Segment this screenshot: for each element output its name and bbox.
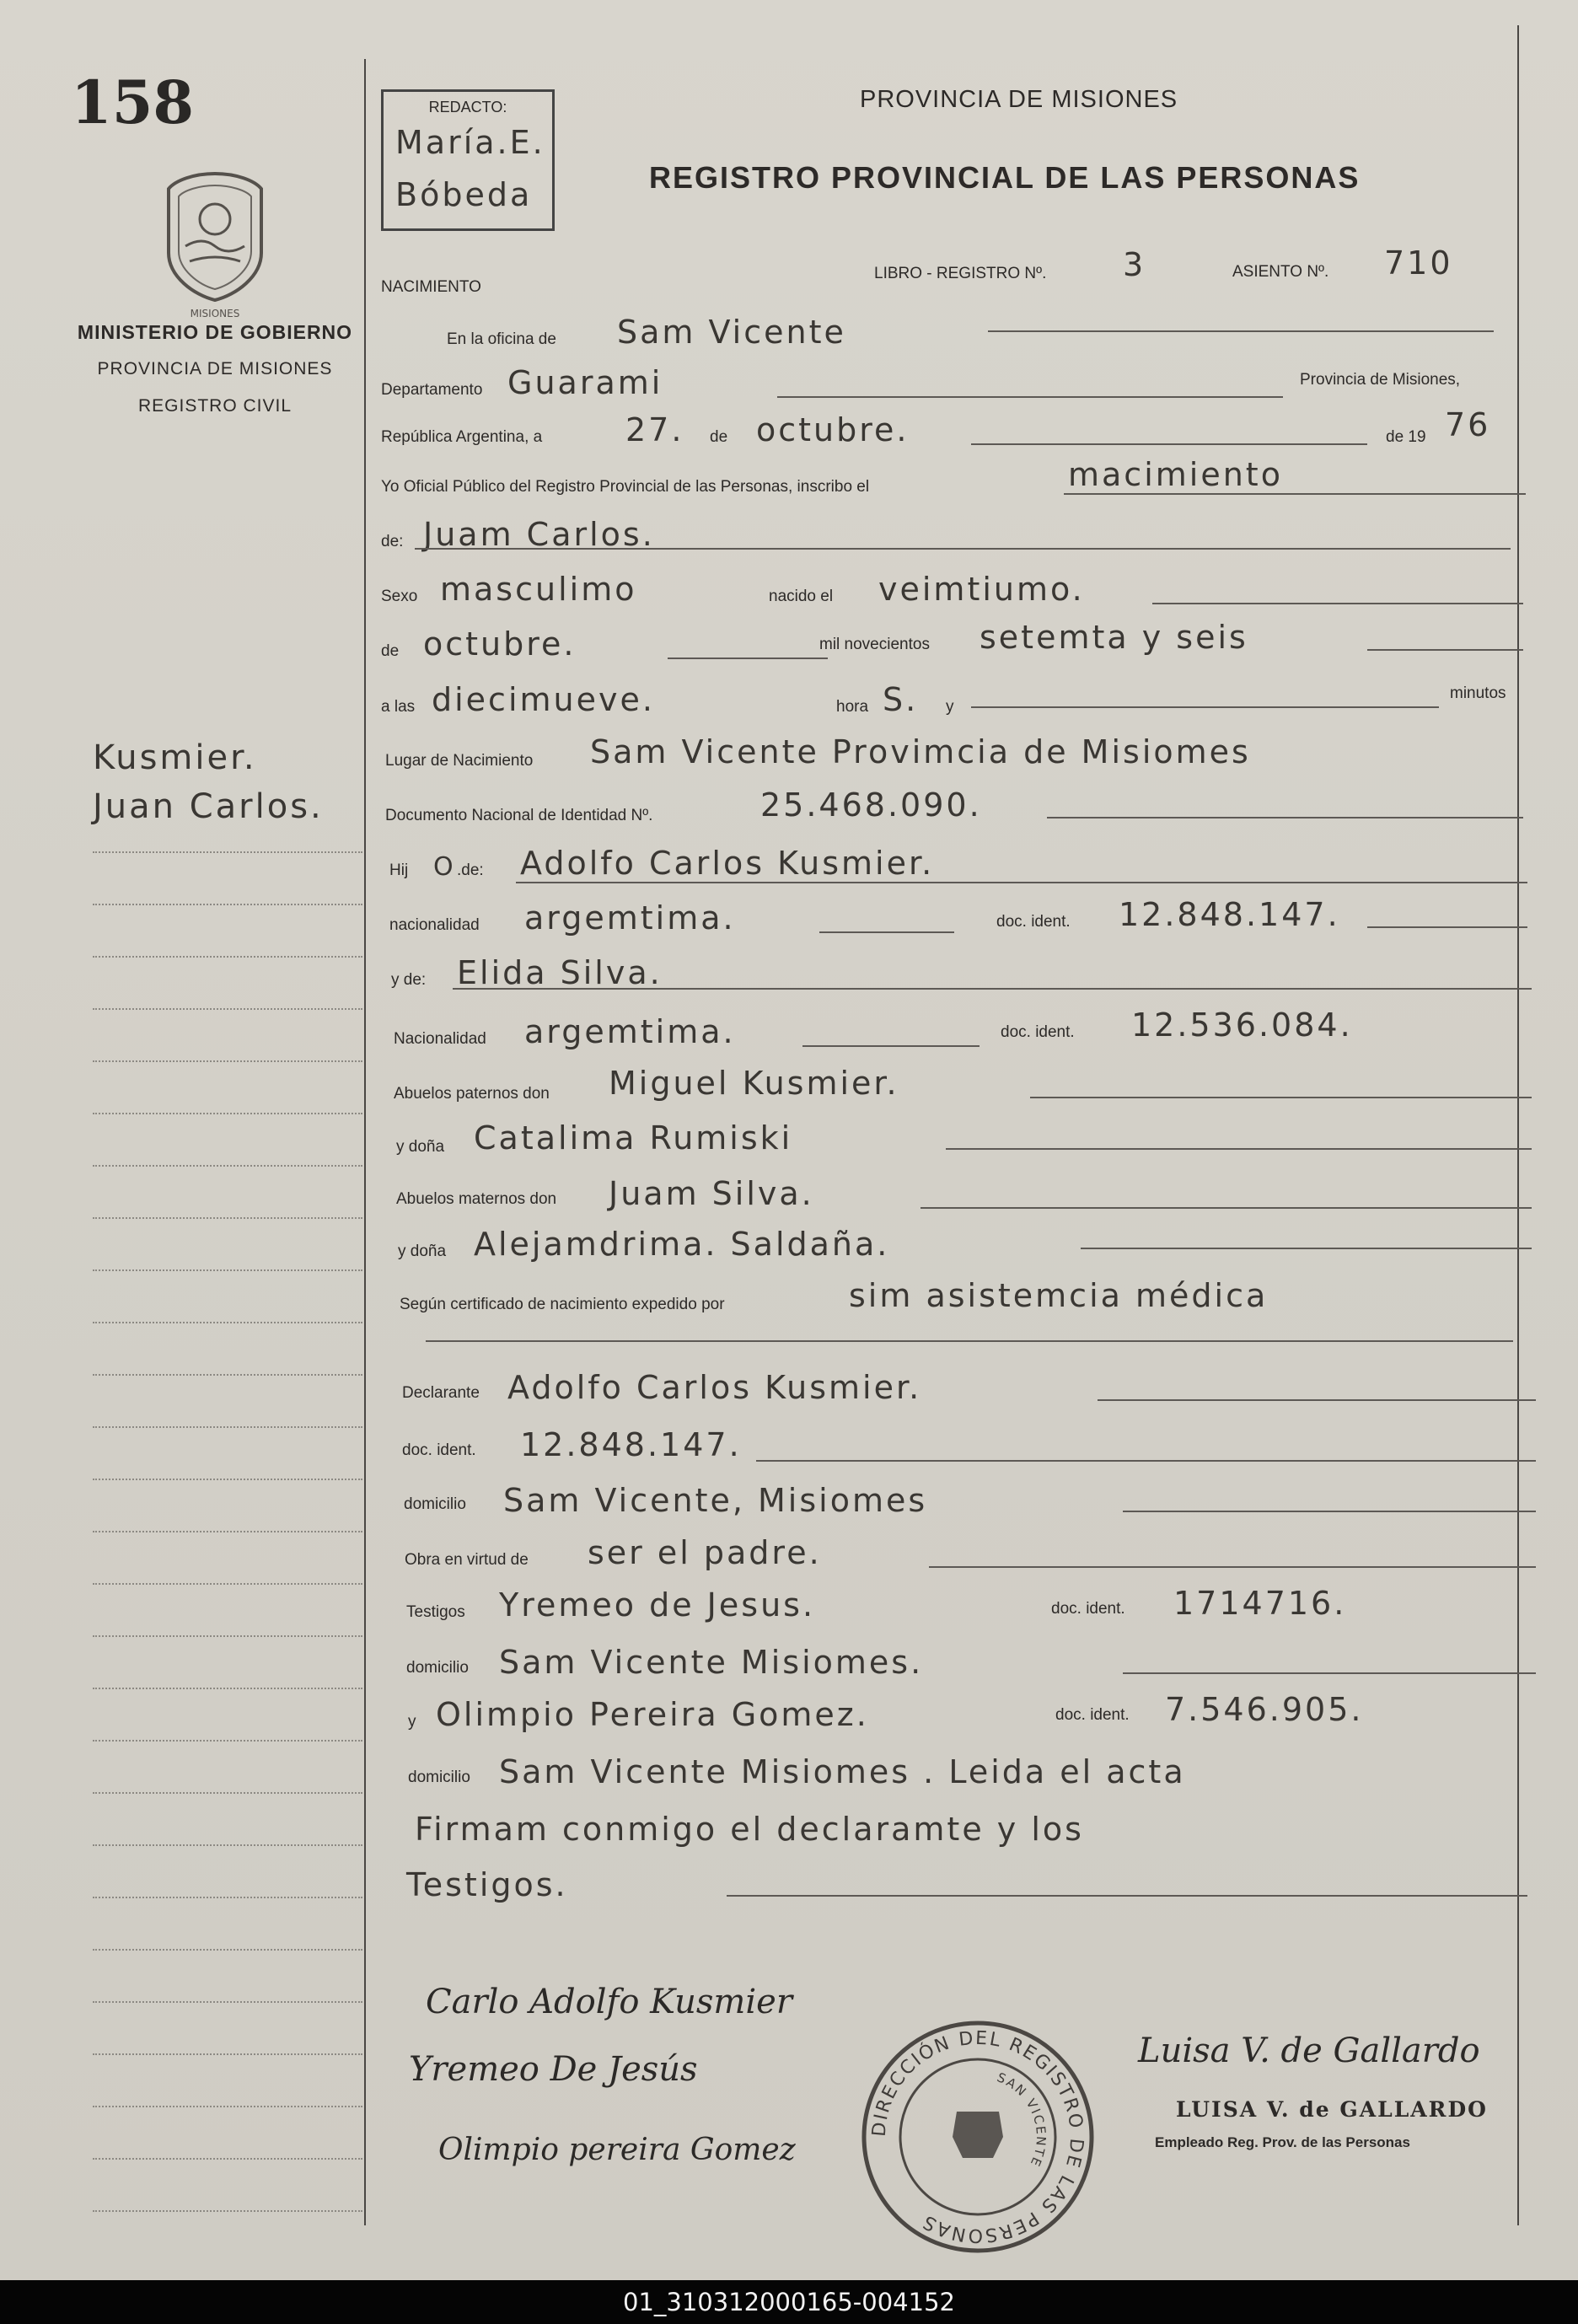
asiento-value: 710 xyxy=(1384,244,1453,282)
official-role: Empleado Reg. Prov. de las Personas xyxy=(1155,2134,1410,2150)
nac-padre-value: argemtima. xyxy=(524,899,736,937)
row-departamento xyxy=(381,362,1527,405)
nac-madre-value: argemtima. xyxy=(524,1013,736,1050)
declarante-value: Adolfo Carlos Kusmier. xyxy=(507,1369,922,1406)
margin-ruled-line xyxy=(93,2001,362,2003)
nombre-label: de: xyxy=(381,533,404,550)
mes-nac-value: octubre. xyxy=(423,625,577,663)
doc-madre-label: doc. ident. xyxy=(1001,1023,1075,1041)
hora-value: S. xyxy=(883,681,919,718)
redacto-box xyxy=(381,89,555,231)
y-t2-label: y xyxy=(408,1713,416,1731)
ydona1-label: y doña xyxy=(396,1138,445,1156)
row-anio-nac xyxy=(381,619,1527,666)
declarante-label: Declarante xyxy=(402,1384,480,1402)
row-oficina xyxy=(381,312,1527,354)
doc-madre-value: 12.536.084. xyxy=(1131,1006,1353,1044)
province-heading: PROVINCIA DE MISIONES xyxy=(860,86,1178,113)
testigos-label: Testigos xyxy=(406,1603,465,1621)
ab-mat-dona-value: Alejamdrima. Saldaña. xyxy=(474,1226,890,1263)
margin-note xyxy=(93,733,324,831)
footer-caption: 01_310312000165-004152 xyxy=(0,2280,1578,2324)
row-cierre-2 xyxy=(381,1863,1527,1905)
mes-value: octubre. xyxy=(756,411,910,448)
republica-label: República Argentina, a xyxy=(381,428,543,446)
domicilio2-label: domicilio xyxy=(406,1659,469,1677)
nombre-value: Juam Carlos. xyxy=(423,516,655,553)
dia-value: 27. xyxy=(625,411,684,448)
ydona2-label: y doña xyxy=(398,1243,447,1260)
row-cierre-1 xyxy=(381,1807,1527,1849)
yde-label: y de: xyxy=(391,971,427,989)
doc-padre-value: 12.848.147. xyxy=(1119,896,1340,933)
row-inscribo xyxy=(381,456,1527,502)
ministry-province: PROVINCIA DE MISIONES xyxy=(97,359,333,378)
cierre2-value: Testigos. xyxy=(406,1866,568,1903)
margin-note-surname: Kusmier. xyxy=(93,738,257,777)
anio-value: 76 xyxy=(1445,406,1491,443)
margin-ruled-line xyxy=(93,1688,362,1689)
signature-testigo-1: Yremeo De Jesús xyxy=(409,2050,698,2089)
row-domicilio-1 xyxy=(381,1477,1527,1519)
ab-pat-dona-value: Catalima Rumiski xyxy=(474,1119,793,1157)
provincia-suffix: Provincia de Misiones, xyxy=(1300,371,1461,389)
row-abuela-paterna xyxy=(381,1119,1527,1162)
hijo-de-label: .de: xyxy=(457,861,484,879)
hora-label: hora xyxy=(836,698,869,716)
row-abuelos-paternos xyxy=(381,1066,1527,1108)
mil-label: mil novecientos xyxy=(819,636,930,653)
obra-value: ser el padre. xyxy=(588,1534,822,1571)
ministry-registry: REGISTRO CIVIL xyxy=(137,396,293,416)
margin-ruled-line xyxy=(93,904,362,905)
y-label: y xyxy=(946,698,954,716)
doc-decl-label: doc. ident. xyxy=(402,1441,476,1459)
margin-ruled-line xyxy=(93,1792,362,1794)
departamento-label: Departamento xyxy=(381,381,483,399)
hijo-suffix: O xyxy=(433,852,456,882)
stamp-inner-text: SAN VICENTE xyxy=(995,2069,1049,2171)
inscribo-label: Yo Oficial Público del Registro Provincial de las Personas, inscribo el xyxy=(381,478,870,496)
anio-label: de 19 xyxy=(1386,428,1426,446)
margin-ruled-line xyxy=(93,2158,362,2160)
testigo1-value: Yremeo de Jesus. xyxy=(499,1586,816,1624)
row-nac-padre xyxy=(381,898,1527,940)
segun-label: Según certificado de nacimiento expedido por xyxy=(400,1296,725,1313)
doc-decl-value: 12.848.147. xyxy=(520,1426,742,1463)
minutos-label: minutos xyxy=(1450,684,1506,702)
margin-ruled-line xyxy=(93,1479,362,1480)
domicilio1-value: Sam Vicente, Misiomes xyxy=(503,1482,928,1519)
margin-ruled-line xyxy=(93,1897,362,1898)
testigo2-value: Olimpio Pereira Gomez. xyxy=(436,1696,869,1733)
doc-t2-label: doc. ident. xyxy=(1055,1706,1130,1724)
row-dni xyxy=(381,788,1527,830)
row-testigo-1 xyxy=(381,1585,1527,1627)
margin-ruled-line xyxy=(93,1008,362,1010)
dni-label: Documento Nacional de Identidad Nº. xyxy=(385,807,653,824)
margin-ruled-line xyxy=(93,1269,362,1271)
margin-ruled-line xyxy=(93,1635,362,1637)
redacto-name-2: Bóbeda xyxy=(395,176,533,213)
margin-ruled-line xyxy=(93,851,362,853)
signature-declarante: Carlo Adolfo Kusmier xyxy=(426,1983,792,2021)
asiento-label: ASIENTO Nº. xyxy=(1232,263,1329,281)
padre-value: Adolfo Carlos Kusmier. xyxy=(520,845,935,882)
hora-letras-value: diecimueve. xyxy=(432,681,655,718)
lugar-label: Lugar de Nacimiento xyxy=(385,752,534,770)
seal-label: MISIONES xyxy=(190,308,240,319)
obra-label: Obra en virtud de xyxy=(405,1551,529,1569)
row-sexo xyxy=(381,569,1527,611)
margin-ruled-line xyxy=(93,1217,362,1219)
margin-ruled-line xyxy=(93,1740,362,1742)
segun-value: sim asistemcia médica xyxy=(849,1277,1269,1314)
margin-ruled-line xyxy=(93,1844,362,1846)
registry-stamp-icon xyxy=(851,2010,1104,2263)
row-fecha xyxy=(381,406,1527,452)
margin-ruled-line xyxy=(93,1583,362,1585)
row-padre xyxy=(381,843,1527,885)
doc-t1-label: doc. ident. xyxy=(1051,1600,1125,1618)
ab-mat-label: Abuelos maternos don xyxy=(396,1190,557,1208)
margin-ruled-line xyxy=(93,2210,362,2212)
margin-ruled-line xyxy=(93,1060,362,1062)
alas-label: a las xyxy=(381,698,416,716)
row-doc-declarante xyxy=(381,1423,1527,1465)
row-certificado xyxy=(381,1277,1527,1319)
official-name: LUISA V. de GALLARDO xyxy=(1176,2097,1488,2122)
row-lugar xyxy=(381,733,1527,776)
row-nac-madre xyxy=(381,1006,1527,1054)
domicilio3-value: Sam Vicente Misiomes . Leida el acta xyxy=(499,1753,1186,1790)
ab-pat-don-value: Miguel Kusmier. xyxy=(609,1065,899,1102)
redacto-name-1: María.E. xyxy=(395,124,545,161)
margin-ruled-line xyxy=(93,1165,362,1167)
anio-letras-value: setemta y seis xyxy=(980,619,1248,656)
madre-value: Elida Silva. xyxy=(457,954,663,991)
oficina-value: Sam Vicente xyxy=(617,314,846,351)
cierre1-value: Firmam conmigo el declaramte y los xyxy=(415,1811,1084,1848)
margin-ruled-line xyxy=(93,2106,362,2107)
row-domicilio-3 xyxy=(381,1750,1527,1792)
province-seal-icon xyxy=(160,169,270,303)
nac-padre-label: nacionalidad xyxy=(389,916,480,934)
row-abuela-materna xyxy=(381,1224,1527,1266)
row-testigo-2 xyxy=(381,1691,1527,1736)
margin-ruled-line xyxy=(93,1949,362,1951)
margin-ruled-line xyxy=(93,1531,362,1532)
row-nombre xyxy=(381,514,1527,556)
doc-t2-value: 7.546.905. xyxy=(1165,1691,1364,1728)
dni-value: 25.468.090. xyxy=(760,786,982,824)
domicilio1-label: domicilio xyxy=(404,1495,466,1513)
margin-ruled-line xyxy=(93,1322,362,1323)
ministry-block xyxy=(76,314,354,425)
row-madre xyxy=(381,953,1527,995)
ab-mat-don-value: Juam Silva. xyxy=(609,1175,814,1212)
doc-t1-value: 1714716. xyxy=(1173,1585,1347,1622)
doc-padre-label: doc. ident. xyxy=(996,913,1071,931)
margin-ruled-line xyxy=(93,2053,362,2055)
domicilio2-value: Sam Vicente Misiomes. xyxy=(499,1644,924,1681)
registry-heading: REGISTRO PROVINCIAL DE LAS PERSONAS xyxy=(649,160,1361,195)
row-domicilio-2 xyxy=(381,1640,1527,1683)
row-hora xyxy=(381,679,1527,722)
margin-ruled-line xyxy=(93,956,362,958)
section-label: NACIMIENTO xyxy=(381,278,481,296)
de-label: de xyxy=(710,428,728,446)
libro-value: 3 xyxy=(1123,246,1146,283)
sexo-value: masculimo xyxy=(440,571,637,608)
signature-testigo-2: Olimpio pereira Gomez xyxy=(438,2133,796,2167)
margin-divider xyxy=(364,59,366,2225)
margin-ruled-line xyxy=(93,1113,362,1114)
nacido-value: veimtiumo. xyxy=(878,571,1085,608)
de2-label: de xyxy=(381,642,400,660)
ministry-title: MINISTERIO DE GOBIERNO xyxy=(77,321,353,343)
departamento-value: Guarami xyxy=(507,364,663,401)
hijo-label: Hij xyxy=(389,861,409,879)
nacido-label: nacido el xyxy=(769,588,834,605)
folio-number: 158 xyxy=(71,67,195,137)
margin-note-given: Juan Carlos. xyxy=(93,787,324,826)
row-abuelos-maternos xyxy=(381,1172,1527,1214)
stamp-outer-text: DIRECCIÓN DEL REGISTRO DE LAS PERSONAS xyxy=(868,2027,1087,2246)
domicilio3-label: domicilio xyxy=(408,1768,470,1786)
lugar-value: Sam Vicente Provimcia de Misiomes xyxy=(590,733,1251,770)
ab-pat-label: Abuelos paternos don xyxy=(394,1085,550,1103)
inscribo-value: macimiento xyxy=(1068,456,1283,493)
oficina-label: En la oficina de xyxy=(447,330,556,348)
signature-official: Luisa V. de Gallardo xyxy=(1138,2031,1480,2070)
margin-ruled-line xyxy=(93,1374,362,1376)
margin-ruled-line xyxy=(93,1426,362,1428)
row-libro xyxy=(381,244,1527,296)
row-obra xyxy=(381,1532,1527,1575)
nac-madre-label: Nacionalidad xyxy=(394,1030,486,1048)
sexo-label: Sexo xyxy=(381,588,418,605)
redacto-label: REDACTO: xyxy=(428,99,507,115)
row-declarante xyxy=(381,1366,1527,1408)
libro-label: LIBRO - REGISTRO Nº. xyxy=(874,265,1047,282)
